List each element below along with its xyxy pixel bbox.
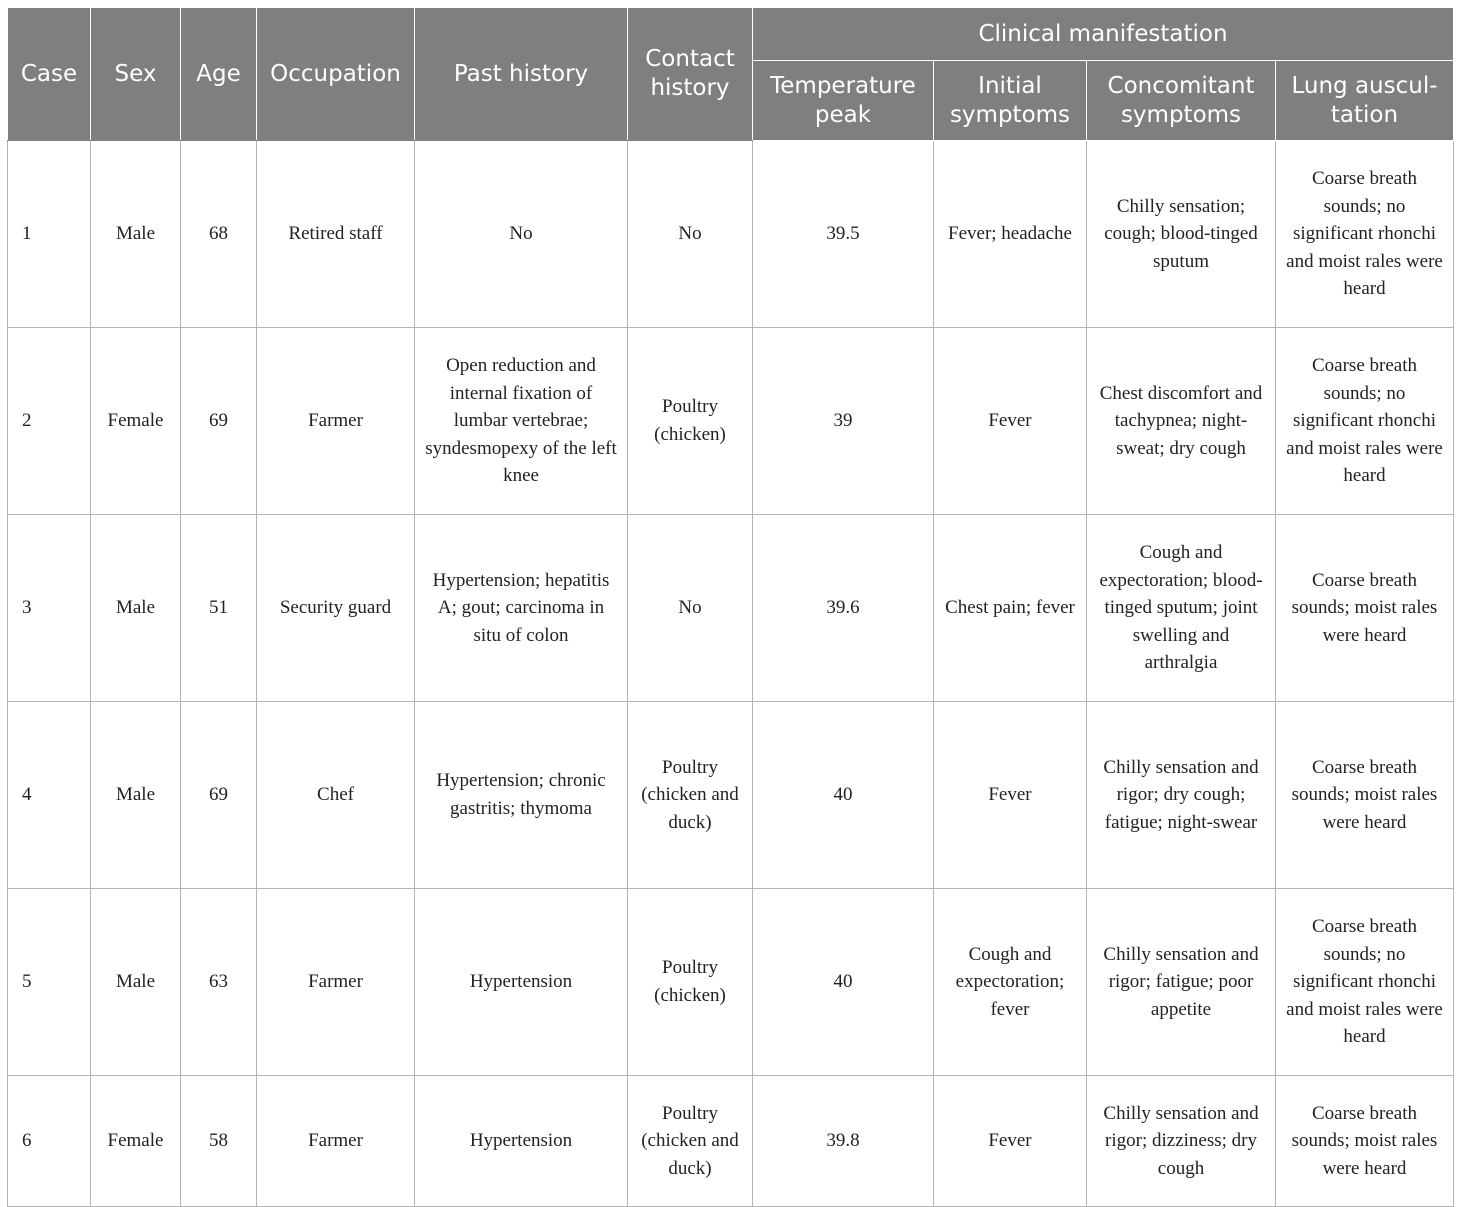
cell-sex: Male — [91, 702, 181, 889]
cell-occupation: Chef — [257, 702, 415, 889]
table-row — [8, 515, 1454, 702]
cell-contact-history: Poultry (chicken and duck) — [628, 702, 753, 889]
table-row — [8, 141, 1454, 328]
cell-lung-auscultation: Coarse breath sounds; moist rales were heard — [1276, 1076, 1454, 1207]
cell-lung-auscultation: Coarse breath sounds; no significant rhonchi and moist rales were heard — [1276, 141, 1454, 328]
cell-occupation: Retired staff — [257, 141, 415, 328]
cell-initial-symptoms: Fever — [934, 1076, 1087, 1207]
cell-past-history: Hypertension; chronic gastritis; thymoma — [415, 702, 628, 889]
cell-occupation: Farmer — [257, 889, 415, 1076]
cell-concomitant-symptoms: Chilly sensation; cough; blood-tinged sputum — [1087, 141, 1276, 328]
cell-lung-auscultation: Coarse breath sounds; no significant rhonchi and moist rales were heard — [1276, 328, 1454, 515]
cell-occupation: Security guard — [257, 515, 415, 702]
cell-age: 69 — [181, 328, 257, 515]
cell-sex: Female — [91, 328, 181, 515]
cell-past-history: Hypertension — [415, 1076, 628, 1207]
cell-contact-history: No — [628, 141, 753, 328]
cell-lung-auscultation: Coarse breath sounds; moist rales were heard — [1276, 515, 1454, 702]
cell-concomitant-symptoms: Chilly sensation and rigor; fatigue; poor appetite — [1087, 889, 1276, 1076]
table-row — [8, 1076, 1454, 1207]
cell-sex: Female — [91, 1076, 181, 1207]
clinical-table — [7, 7, 1454, 1207]
cell-case: 4 — [8, 702, 91, 889]
cell-sex: Male — [91, 515, 181, 702]
header-sex: Sex — [91, 8, 181, 141]
cell-past-history: Hypertension; hepatitis A; gout; carcinoma in situ of colon — [415, 515, 628, 702]
cell-concomitant-symptoms: Chilly sensation and rigor; dry cough; fatigue; night-swear — [1087, 702, 1276, 889]
cell-sex: Male — [91, 889, 181, 1076]
cell-past-history: No — [415, 141, 628, 328]
cell-contact-history: Poultry (chicken and duck) — [628, 1076, 753, 1207]
table-row — [8, 328, 1454, 515]
cell-contact-history: Poultry (chicken) — [628, 328, 753, 515]
header-age: Age — [181, 8, 257, 141]
cell-temperature-peak: 39.8 — [753, 1076, 934, 1207]
header-concomitant-symptoms: Concomitant symptoms — [1087, 61, 1276, 141]
cell-initial-symptoms: Fever; headache — [934, 141, 1087, 328]
table-row — [8, 889, 1454, 1076]
cell-initial-symptoms: Cough and expectoration; fever — [934, 889, 1087, 1076]
header-occupation: Occupation — [257, 8, 415, 141]
header-clinical-manifestation: Clinical manifestation — [753, 8, 1454, 61]
cell-temperature-peak: 40 — [753, 889, 934, 1076]
cell-age: 51 — [181, 515, 257, 702]
cell-initial-symptoms: Fever — [934, 328, 1087, 515]
cell-initial-symptoms: Fever — [934, 702, 1087, 889]
cell-concomitant-symptoms: Chilly sensation and rigor; dizziness; dry cough — [1087, 1076, 1276, 1207]
cell-age: 69 — [181, 702, 257, 889]
table-row — [8, 702, 1454, 889]
cell-age: 68 — [181, 141, 257, 328]
cell-case: 5 — [8, 889, 91, 1076]
cell-temperature-peak: 39 — [753, 328, 934, 515]
cell-temperature-peak: 39.6 — [753, 515, 934, 702]
cell-temperature-peak: 40 — [753, 702, 934, 889]
header-temperature-peak: Temperature peak — [753, 61, 934, 141]
cell-lung-auscultation: Coarse breath sounds; moist rales were heard — [1276, 702, 1454, 889]
header-lung-auscultation: Lung auscul-tation — [1276, 61, 1454, 141]
cell-contact-history: No — [628, 515, 753, 702]
cell-initial-symptoms: Chest pain; fever — [934, 515, 1087, 702]
cell-temperature-peak: 39.5 — [753, 141, 934, 328]
cell-case: 1 — [8, 141, 91, 328]
header-initial-symptoms: Initial symptoms — [934, 61, 1087, 141]
header-past-history: Past history — [415, 8, 628, 141]
header-contact-history: Contact history — [628, 8, 753, 141]
cell-case: 6 — [8, 1076, 91, 1207]
cell-concomitant-symptoms: Cough and expectoration; blood-tinged sputum; joint swelling and arthralgia — [1087, 515, 1276, 702]
cell-contact-history: Poultry (chicken) — [628, 889, 753, 1076]
cell-case: 2 — [8, 328, 91, 515]
cell-concomitant-symptoms: Chest discomfort and tachypnea; night-sweat; dry cough — [1087, 328, 1276, 515]
cell-case: 3 — [8, 515, 91, 702]
cell-occupation: Farmer — [257, 1076, 415, 1207]
cell-age: 58 — [181, 1076, 257, 1207]
cell-past-history: Open reduction and internal fixation of lumbar vertebrae; syndesmopexy of the left knee — [415, 328, 628, 515]
cell-past-history: Hypertension — [415, 889, 628, 1076]
cell-sex: Male — [91, 141, 181, 328]
header-case: Case — [8, 8, 91, 141]
cell-age: 63 — [181, 889, 257, 1076]
cell-occupation: Farmer — [257, 328, 415, 515]
cell-lung-auscultation: Coarse breath sounds; no significant rhonchi and moist rales were heard — [1276, 889, 1454, 1076]
